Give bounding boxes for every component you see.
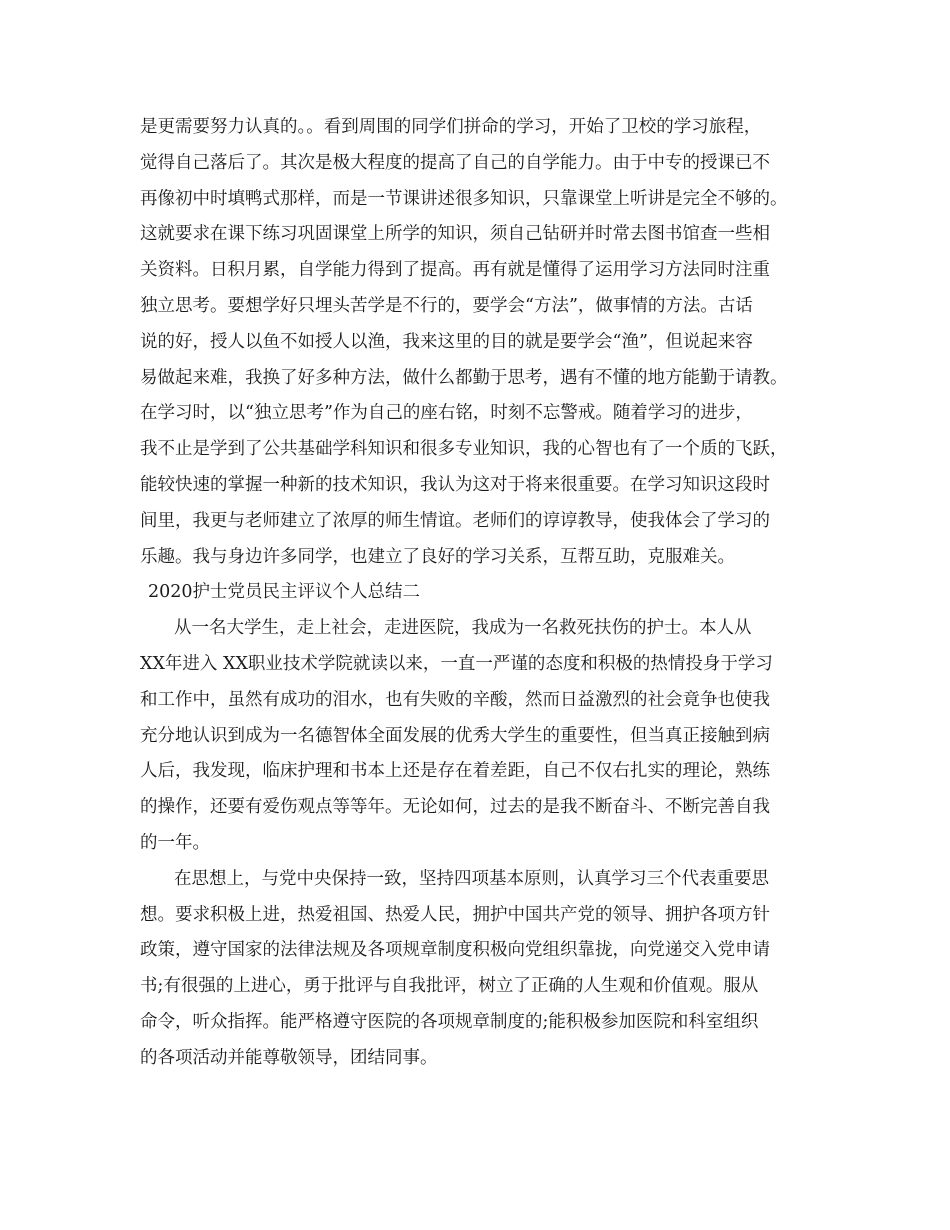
text-line: 乐趣。我与身边许多同学，也建立了良好的学习关系，互帮互助，克服难关。 [140, 546, 735, 567]
paragraph-2 [140, 611, 815, 862]
text-line: 在思想上，与党中央保持一致，坚持四项基本原则，认真学习三个代表重要思 [174, 868, 769, 889]
text-line: 充分地认识到成为一名德智体全面发展的优秀大学生的重要性，但当真正接触到病 [140, 725, 770, 746]
text-line: 命令，听众指挥。能严格遵守医院的各项规章制度的;能积极参加医院和科室组织 [140, 1011, 759, 1032]
text-line: 人后，我发现，临床护理和书本上还是存在着差距，自己不仅右扎实的理论，熟练 [140, 761, 770, 782]
text-line: 的一年。 [140, 832, 210, 853]
text-line: 能较快速的掌握一种新的技术知识，我认为这对于将来很重要。在学习知识这段时 [140, 474, 770, 495]
paragraph-3 [140, 862, 815, 1077]
text-line: 想。要求积极上进，热爱祖国、热爱人民，拥护中国共产党的领导、拥护各项方针 [140, 904, 770, 925]
text-line: 的各项活动并能尊敬领导，团结同事。 [140, 1047, 438, 1068]
text-line: 书;有很强的上进心，勇于批评与自我批评，树立了正确的人生观和价值观。服从 [140, 976, 759, 997]
text-line: 在学习时，以“独立思考”作为自己的座右铭，时刻不忘警戒。随着学习的进步， [140, 403, 753, 424]
text-line: 是更需要努力认真的。。看到周围的同学们拼命的学习，开始了卫校的学习旅程， [140, 117, 762, 137]
text-line: 间里，我更与老师建立了浓厚的师生情谊。老师们的谆谆教导，使我体会了学习的 [140, 510, 770, 531]
text-line: 觉得自己落后了。其次是极大程度的提高了自己的自学能力。由于中专的授课已不 [140, 152, 770, 173]
text-line: 独立思考。要想学好只埋头苦学是不行的，要学会“方法”，做事情的方法。古话 [140, 295, 753, 316]
text-line: 和工作中，虽然有成功的泪水，也有失败的辛酸，然而日益激烈的社会竟争也使我 [140, 689, 770, 710]
text-line: 关资料。日积月累，自学能力得到了提高。再有就是懂得了运用学习方法同时注重 [140, 260, 770, 281]
text-line: 再像初中时填鸭式那样，而是一节课讲述很多知识，只靠课堂上听讲是完全不够的。 [140, 188, 788, 209]
document-body [140, 110, 815, 1077]
paragraph-1 [140, 110, 815, 575]
text-line: 这就要求在课下练习巩固课堂上所学的知识，须自己钻研并时常去图书馆查一些相 [140, 224, 770, 245]
section-heading: 2020护士党员民主评议个人总结二 [148, 582, 421, 603]
text-line: 从一名大学生，走上社会，走进医院，我成为一名救死扶伤的护士。本人从 [174, 618, 752, 639]
text-line: 易做起来难，我换了好多种方法，做什么都勤于思考，遇有不懂的地方能勤于请教。 [140, 367, 788, 388]
text-line: XX年进入 XX职业技术学院就读以来，一直一严谨的态度和积极的热情投身于学习 [140, 653, 773, 674]
text-line: 说的好，授人以鱼不如授人以渔，我来这里的目的就是要学会“渔”，但说起来容 [140, 331, 753, 352]
text-line: 的操作，还要有爱伤观点等等年。无论如何，过去的是我不断奋斗、不断完善自我 [140, 797, 770, 818]
text-line: 政策，遵守国家的法律法规及各项规章制度积极向党组织靠拢，向党递交入党申请 [140, 940, 770, 961]
text-line: 我不止是学到了公共基础学科知识和很多专业知识，我的心智也有了一个质的飞跃， [140, 439, 788, 460]
